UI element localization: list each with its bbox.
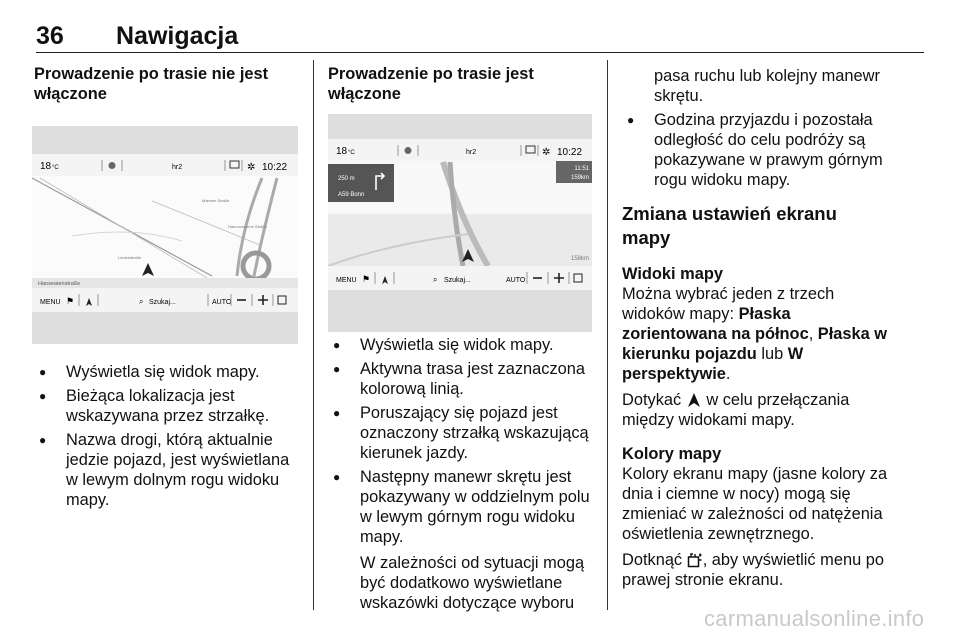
settings-gear-icon[interactable]: ✲ <box>247 162 256 173</box>
remaining-distance: 159km <box>570 175 589 181</box>
search-button[interactable]: Szukaj... <box>444 277 471 284</box>
list-item: ● Wyświetla się widok mapy. <box>34 362 300 382</box>
auto-zoom-button[interactable]: AUTO <box>212 299 232 306</box>
page-indicator: hr2 <box>172 164 183 171</box>
bullet-list <box>328 335 592 547</box>
scale-distance: 158km <box>570 256 589 262</box>
search-icon[interactable]: ⌕ <box>433 275 438 284</box>
auto-zoom-button[interactable]: AUTO <box>506 277 526 284</box>
screenshot-map-guidance <box>328 114 592 332</box>
screenshot-map-no-guidance <box>32 126 298 344</box>
search-button[interactable]: Szukaj... <box>149 299 176 306</box>
watermark: carmanualsonline.info <box>704 606 925 631</box>
view-option-perspective: W perspektywie <box>622 345 804 383</box>
map-view-arrow-icon <box>686 392 702 408</box>
page-header <box>36 22 924 53</box>
view-option-heading-up: Płaska w kierunku pojazdu <box>622 325 888 363</box>
current-street-name: Hanseatenstraße <box>38 281 81 287</box>
map-colors-paragraph: Kolory ekranu mapy (jasne kolory za dnia i ciemne w nocy) mogą się zmieniać w zależności od natężenia oświetlenia zewnętrznego. <box>622 465 888 543</box>
map-label: Mainzer Straße <box>202 198 230 203</box>
settings-gear-icon[interactable]: ✲ <box>542 147 551 158</box>
list-item: ● Aktywna trasa jest zaznaczona kolorową linią. <box>328 359 592 399</box>
bullet-continuation: pasa ruchu lub kolejny manewr skrętu. <box>654 67 880 105</box>
destination-flag-icon[interactable]: ⚑ <box>362 274 371 284</box>
maneuver-distance: 250 m <box>338 176 355 182</box>
section-heading: Prowadzenie po trasie nie jest włączone <box>34 65 269 103</box>
column-2 <box>328 64 592 613</box>
page-indicator: hr2 <box>466 149 477 156</box>
clock: 10:22 <box>557 147 583 158</box>
subsection-heading: Widoki mapy <box>622 265 723 283</box>
column-divider <box>313 60 314 610</box>
location-icon[interactable] <box>109 162 116 169</box>
map-label: Hannoversche Straße <box>228 224 267 229</box>
map-views-instruction: Dotykać w celu przełączania między widokami mapy. <box>622 391 850 429</box>
map-views-paragraph: Można wybrać jeden z trzech widoków mapy: Płaska zorientowana na północ, Płaska w kierunku pojazdu lub W perspektywie. <box>622 285 888 383</box>
map-colors-instruction: Dotknąć , aby wyświetlić menu po prawej stronie ekranu. <box>622 551 884 589</box>
temperature-unit: °C <box>348 150 355 156</box>
search-icon[interactable]: ⌕ <box>139 297 144 306</box>
list-item: ● Godzina przyjazdu i pozostała odległość do celu podróży są pokazywane w prawym górnym rogu widoku mapy. <box>622 110 890 190</box>
column-3 <box>622 64 890 590</box>
map-screen-figure <box>328 114 592 332</box>
temperature-unit: °C <box>52 165 59 171</box>
menu-button[interactable]: MENU <box>40 299 61 306</box>
bullet-list <box>34 362 300 510</box>
page-title: Nawigacja <box>116 22 239 50</box>
map-options-icon <box>687 552 703 568</box>
view-option-north-up: Płaska zorientowana na północ <box>622 305 809 343</box>
map-screen-figure <box>32 126 298 344</box>
list-item: ● Poruszający się pojazd jest oznaczony strzałką wskazującą kierunek jazdy. <box>328 403 592 463</box>
list-item: ● Następny manewr skrętu jest pokazywany w oddzielnym polu w lewym górnym rogu widoku mapy. <box>328 467 592 547</box>
maneuver-road: A59 Bonn <box>338 192 365 198</box>
bullet-continuation: W zależności od sytuacji mogą być dodatkowo wyświetlane wskazówki dotyczące wyboru <box>360 554 585 612</box>
bullet-list <box>622 110 890 190</box>
destination-flag-icon[interactable]: ⚑ <box>66 296 75 306</box>
location-icon[interactable] <box>405 147 412 154</box>
list-item: ● Wyświetla się widok mapy. <box>328 335 592 355</box>
subsection-heading: Kolory mapy <box>622 445 722 463</box>
arrival-time: 11:51 <box>574 166 589 172</box>
page-number: 36 <box>36 22 64 50</box>
map-label: Lindenstraße <box>118 255 142 260</box>
section-title: Zmiana ustawień ekranu mapy <box>622 203 837 248</box>
temperature: 18 <box>336 146 348 157</box>
column-divider <box>607 60 608 610</box>
list-item: ● Nazwa drogi, którą aktualnie jedzie pojazd, jest wyświetlana w lewym dolnym rogu widoku mapy. <box>34 430 300 510</box>
column-1 <box>34 64 300 510</box>
clock: 10:22 <box>262 162 288 173</box>
temperature: 18 <box>40 161 52 172</box>
list-item: ● Bieżąca lokalizacja jest wskazywana przez strzałkę. <box>34 386 300 426</box>
menu-button[interactable]: MENU <box>336 277 357 284</box>
section-heading: Prowadzenie po trasie jest włączone <box>328 65 534 103</box>
